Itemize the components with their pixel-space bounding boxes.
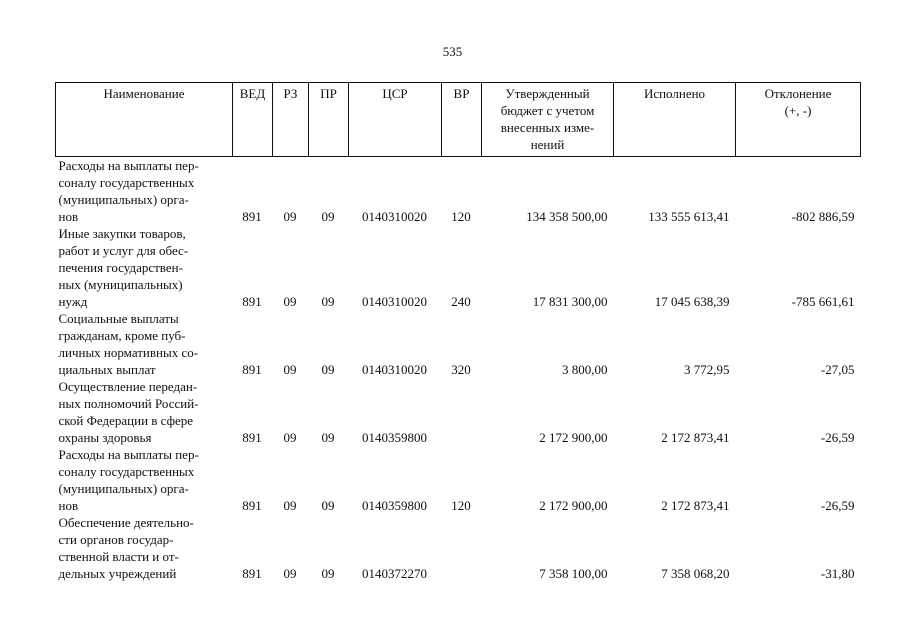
row-name-line: работ и услуг для обес- bbox=[58, 243, 189, 258]
row-deviation: -785 661,61 bbox=[791, 294, 855, 309]
table-row bbox=[56, 378, 861, 446]
row-name-line: соналу государственных bbox=[58, 464, 195, 479]
row-ved: 891 bbox=[242, 430, 262, 445]
header-approved-line: бюджет с учетом bbox=[500, 103, 595, 118]
header-ved: ВЕД bbox=[233, 83, 273, 157]
row-name-line: ской Федерации в сфере bbox=[58, 413, 194, 428]
page-number: 535 bbox=[442, 44, 463, 59]
row-rz: 09 bbox=[283, 430, 297, 445]
row-name-line: гражданам, кроме пуб- bbox=[58, 328, 186, 343]
row-name bbox=[56, 225, 233, 310]
row-executed: 3 772,95 bbox=[684, 362, 730, 377]
row-csr: 0140359800 bbox=[362, 498, 427, 513]
row-executed: 133 555 613,41 bbox=[648, 209, 730, 224]
row-name-line: Расходы на выплаты пер- bbox=[58, 158, 199, 173]
row-name-line: Осуществление передан- bbox=[58, 379, 198, 394]
row-name bbox=[56, 446, 233, 514]
row-deviation: -31,80 bbox=[820, 566, 855, 581]
row-approved: 2 172 900,00 bbox=[539, 430, 608, 445]
row-pr: 09 bbox=[321, 566, 335, 581]
header-deviation-line: (+, -) bbox=[784, 103, 812, 118]
row-name-line: печения государствен- bbox=[58, 260, 183, 275]
budget-execution-table bbox=[55, 82, 861, 582]
row-approved: 2 172 900,00 bbox=[539, 498, 608, 513]
row-approved: 7 358 100,00 bbox=[539, 566, 608, 581]
table-row bbox=[56, 446, 861, 514]
header-approved-line: Утвержденный bbox=[505, 86, 590, 101]
row-name-line: (муниципальных) орга- bbox=[58, 481, 189, 496]
row-ved: 891 bbox=[242, 362, 262, 377]
row-name-line: ственной власти и от- bbox=[58, 549, 179, 564]
row-name-line: ных (муниципальных) bbox=[58, 277, 183, 292]
row-executed: 17 045 638,39 bbox=[654, 294, 730, 309]
header-name: Наименование bbox=[56, 83, 233, 157]
row-pr: 09 bbox=[321, 498, 335, 513]
row-name-line: соналу государственных bbox=[58, 175, 195, 190]
header-rz: РЗ bbox=[273, 83, 309, 157]
header-executed: Исполнено bbox=[614, 83, 736, 157]
row-name-line: циальных выплат bbox=[58, 362, 156, 377]
row-pr: 09 bbox=[321, 209, 335, 224]
row-pr: 09 bbox=[321, 362, 335, 377]
row-name-line: нов bbox=[58, 209, 79, 224]
row-name bbox=[56, 378, 233, 446]
row-executed: 7 358 068,20 bbox=[661, 566, 730, 581]
row-approved: 17 831 300,00 bbox=[532, 294, 608, 309]
row-approved: 3 800,00 bbox=[562, 362, 608, 377]
row-approved: 134 358 500,00 bbox=[526, 209, 608, 224]
row-rz: 09 bbox=[283, 362, 297, 377]
row-ved: 891 bbox=[242, 294, 262, 309]
row-ved: 891 bbox=[242, 498, 262, 513]
header-approved-line: нений bbox=[530, 137, 565, 152]
row-deviation: -26,59 bbox=[820, 430, 855, 445]
row-csr: 0140310020 bbox=[362, 294, 427, 309]
row-name-line: ных полномочий Россий- bbox=[58, 396, 199, 411]
row-name bbox=[56, 310, 233, 378]
row-name-line: сти органов государ- bbox=[58, 532, 174, 547]
row-executed: 2 172 873,41 bbox=[661, 430, 730, 445]
row-name-line: Обеспечение деятельно- bbox=[58, 515, 194, 530]
row-vr: 240 bbox=[451, 294, 471, 309]
header-deviation-line: Отклонение bbox=[764, 86, 832, 101]
row-pr: 09 bbox=[321, 430, 335, 445]
row-name bbox=[56, 157, 233, 226]
row-csr: 0140359800 bbox=[362, 430, 427, 445]
row-rz: 09 bbox=[283, 209, 297, 224]
row-name-line: (муниципальных) орга- bbox=[58, 192, 189, 207]
header-pr: ПР bbox=[309, 83, 349, 157]
row-name-line: Иные закупки товаров, bbox=[58, 226, 186, 241]
row-deviation: -26,59 bbox=[820, 498, 855, 513]
row-csr: 0140372270 bbox=[362, 566, 427, 581]
row-vr bbox=[442, 378, 482, 446]
row-rz: 09 bbox=[283, 294, 297, 309]
table-row bbox=[56, 514, 861, 582]
row-ved: 891 bbox=[242, 209, 262, 224]
header-vr: ВР bbox=[442, 83, 482, 157]
header-approved-line: внесенных изме- bbox=[500, 120, 595, 135]
table-row bbox=[56, 157, 861, 226]
header-approved bbox=[482, 83, 614, 157]
row-name bbox=[56, 514, 233, 582]
row-vr: 120 bbox=[451, 498, 471, 513]
row-deviation: -27,05 bbox=[820, 362, 855, 377]
row-ved: 891 bbox=[242, 566, 262, 581]
row-name-line: дельных учреждений bbox=[58, 566, 177, 581]
row-vr: 120 bbox=[451, 209, 471, 224]
row-csr: 0140310020 bbox=[362, 209, 427, 224]
row-name-line: нов bbox=[58, 498, 79, 513]
row-name-line: нужд bbox=[58, 294, 88, 309]
row-executed: 2 172 873,41 bbox=[661, 498, 730, 513]
row-vr bbox=[442, 514, 482, 582]
table-row bbox=[56, 310, 861, 378]
row-name-line: Социальные выплаты bbox=[58, 311, 179, 326]
header-deviation bbox=[736, 83, 861, 157]
row-vr: 320 bbox=[451, 362, 471, 377]
row-pr: 09 bbox=[321, 294, 335, 309]
row-deviation: -802 886,59 bbox=[791, 209, 855, 224]
table-row bbox=[56, 225, 861, 310]
row-csr: 0140310020 bbox=[362, 362, 427, 377]
row-name-line: охраны здоровья bbox=[58, 430, 152, 445]
row-rz: 09 bbox=[283, 566, 297, 581]
header-csr: ЦСР bbox=[349, 83, 442, 157]
row-name-line: личных нормативных со- bbox=[58, 345, 199, 360]
row-rz: 09 bbox=[283, 498, 297, 513]
row-name-line: Расходы на выплаты пер- bbox=[58, 447, 199, 462]
table-header-row bbox=[56, 83, 861, 157]
